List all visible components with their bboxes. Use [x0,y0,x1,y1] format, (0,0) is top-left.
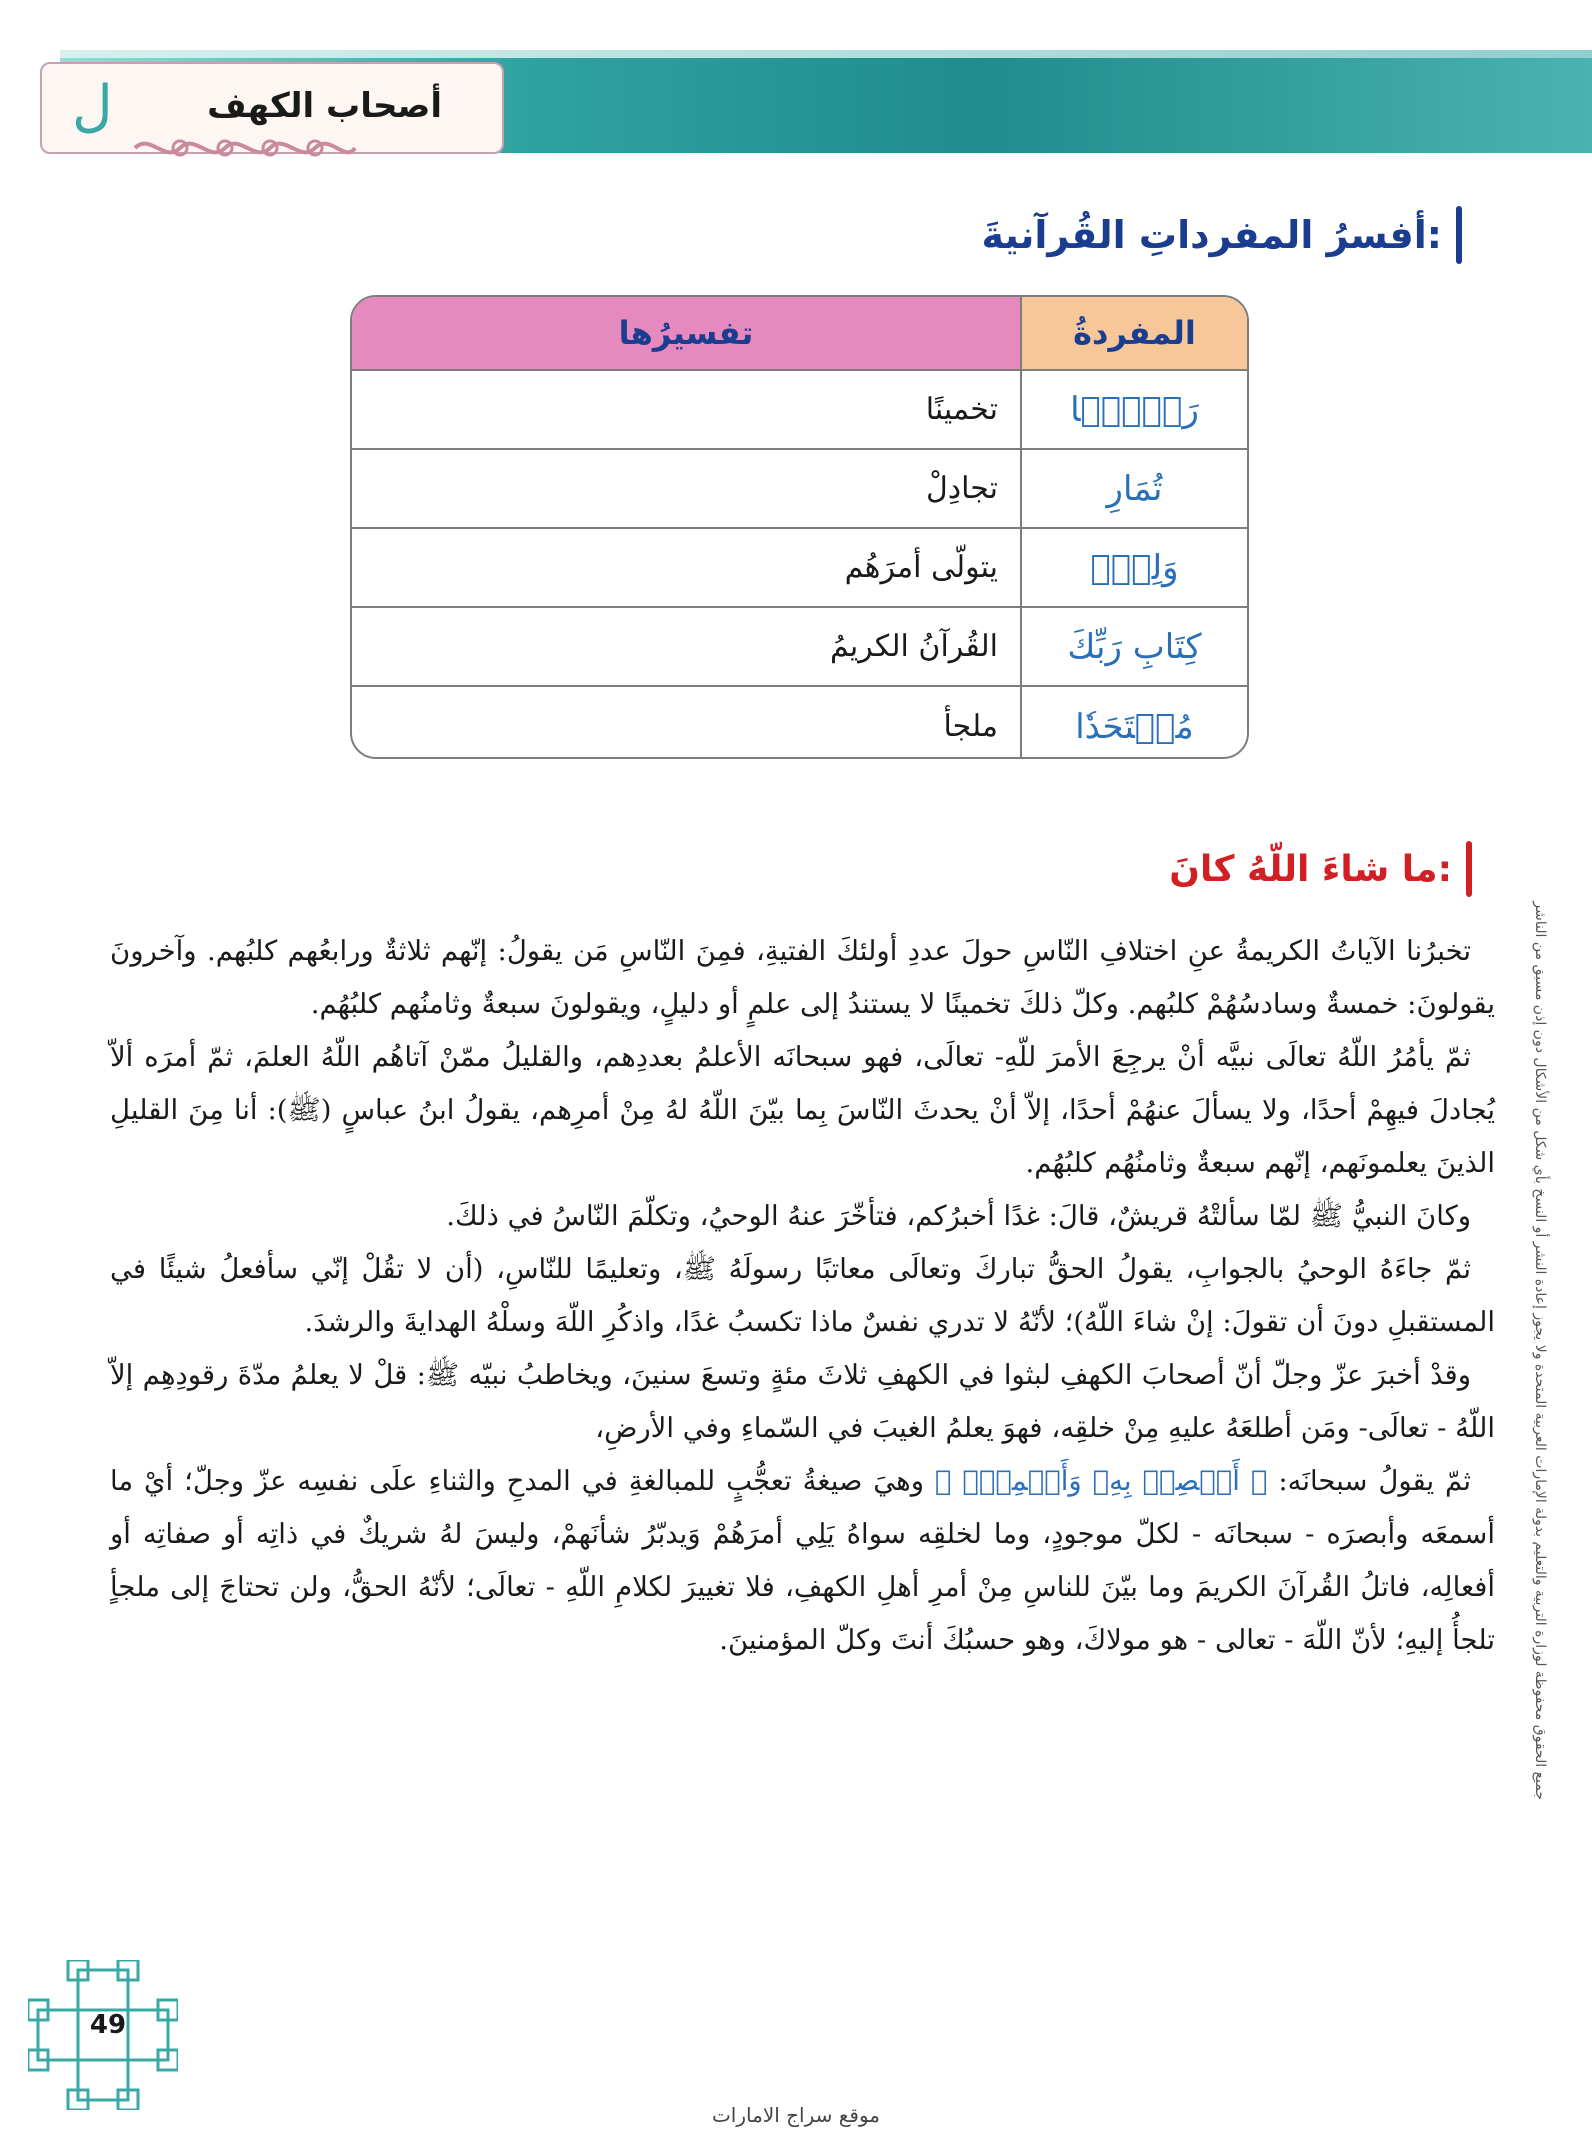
heading-bar [1456,206,1462,264]
definition-cell: ملجأ [352,687,1022,759]
paragraph: تخبرُنا الآياتُ الكريمةُ عنِ اختلافِ النّاسِ حولَ عددِ أولئكَ الفتيةِ، فمِنَ النّاسِ مَن يقولُ: إنّهم ثلاثةٌ ورابعُهم كلبُهم. وآخرونَ يقولونَ: خمسةٌ وسادسُهُمْ كلبُهم. وكلّ ذلكَ تخمينًا لا يستندُ إلى علمٍ أو دليلٍ، ويقولونَ سبعةٌ وثامنُهم كلبُهُم. [110,935,1495,1020]
paragraph-with-quote [110,1455,1495,1667]
definition-cell: تخمينًا [352,371,1022,448]
table-row [352,685,1247,759]
ornament-icon [130,128,360,168]
paragraph: ثمّ جاءَهُ الوحيُ بالجوابِ، يقولُ الحقُّ تباركَ وتعالَى معاتبًا رسولَهُ ﷺ، وتعليمًا للنّاسِ، (أن لا تقُلْ إنّي سأفعلُ شيئًا في المستقبلِ دونَ أن تقولَ: إنْ شاءَ اللّهُ)؛ لأنّهُ لا تدري نفسٌ ماذا تكسبُ غدًا، واذكُرِ اللّهَ وسلْهُ الهدايةَ والرشدَ. [110,1253,1495,1338]
vocab-section-heading [982,205,1462,265]
table-row [352,606,1247,685]
mashallah-section-heading [1169,840,1472,898]
definition-cell: يتولّى أمرَهُم [352,529,1022,606]
definition-cell: تجادِلْ [352,450,1022,527]
vocab-table-header [352,297,1247,369]
mashallah-heading-text: ما شاءَ اللّهُ كانَ: [1169,848,1452,890]
col-definition-header: تفسيرُها [352,297,1022,369]
footer-text: موقع سراج الامارات [711,2103,881,2127]
definition-cell: القُرآنُ الكريمُ [352,608,1022,685]
quran-quote: ﴿ أَبۡصِرۡ بِهِۦ وَأَسۡمِعۡۚ ﴾ [934,1465,1268,1497]
lesson-title: أصحاب الكهف [207,86,442,126]
word-cell: كِتَابِ رَبِّكَ [1067,626,1202,667]
header-stripe [60,50,1592,58]
calligraphy-swirl-icon: ل [72,74,113,139]
vocab-table [350,295,1249,759]
quote-continuation: وهيَ صيغةُ تعجُّبٍ للمبالغةِ في المدحِ والثناءِ علَى نفسِه عزّ وجلّ؛ أيْ ما أسمعَه وأبصرَه - سبحانَه - لكلّ موجودٍ، وما لخلقِه سواهُ يَلِي أمرَهُمْ وَيدبّرُ شأنَهمْ، وليسَ لهُ شريكٌ في ذاتِه أو صفاتِه أو أفعالِه، فاتلُ القُرآنَ الكريمَ وما بيّنَ للناسِ مِنْ أمرِ أهلِ الكهفِ، فلا تغييرَ لكلامِ اللّهِ - تعالَى؛ لأنّهُ الحقُّ، ولن تحتاجَ إلى ملجأٍ تلجأُ إليهِ؛ لأنّ اللّهَ - تعالى - هو مولاكَ، وهو حسبُكَ أنتَ وكلّ المؤمنينَ. [110,1465,1495,1656]
paragraph: وكانَ النبيُّ ﷺ لمّا سألتْهُ قريشٌ، قالَ: غدًا أخبرُكم، فتأخّرَ عنهُ الوحيُ، وتكلّمَ النّاسُ في ذلكَ. [446,1200,1471,1232]
vocab-heading-text: أفسرُ المفرداتِ القُرآنيةَ: [981,213,1442,257]
word-cell: مُلۡتَحَدٗا [1075,706,1194,747]
paragraph: ثمّ يأمُرُ اللّهُ تعالَى نبيَّه أنْ يرجِعَ الأمرَ للّهِ- تعالَى، فهو سبحانَه الأعلمُ بعددِهم، والقليلُ ممّنْ آتاهُم اللّهُ العلمَ، ثمّ أمرَه ألاّ يُجادلَ فيهِمْ أحدًا، ولا يسألَ عنهُمْ أحدًا، إلاّ أنْ يحدثَ النّاسَ بِما بيّنَ اللّهُ لهُ مِنْ أمرِهم، يقولُ ابنُ عباسٍ (ﷺ): أنا مِنَ القليلِ الذينَ يعلمونَهم، إنّهم سبعةٌ وثامنُهُم كلبُهُم. [110,1041,1495,1179]
side-credit: جميع الحقوق محفوظة لوزارة التربية والتعليم بدولة الإمارات العربية المتحدة ولا يجوز إعادة النشر أو النسخ بأي شكل من الأشكال دون إذن مسبق من الناشر [1532,901,1548,1800]
heading-bar [1466,841,1472,897]
word-cell: تُمَارِ [1106,468,1163,509]
table-row [352,527,1247,606]
word-cell: رَجۡمَۢا [1070,389,1199,430]
body-text [110,925,1495,1667]
quote-intro: ثمّ يقولُ سبحانَه: [1278,1465,1472,1497]
paragraph: وقدْ أخبرَ عزّ وجلّ أنّ أصحابَ الكهفِ لبثوا في الكهفِ ثلاثَ مئةٍ وتسعَ سنينَ، ويخاطبُ نبيّه ﷺ: قلْ لا يعلمُ مدّةَ رقودِهِم إلاّ اللّهُ - تعالَى- ومَن أطلعَهُ عليهِ مِنْ خلقِه، فهوَ يعلمُ الغيبَ في السّماءِ وفي الأرضِ، [110,1359,1495,1444]
word-cell: وَلِيّٖ [1090,547,1179,588]
col-word-header: المفردةُ [1022,297,1247,369]
table-row [352,369,1247,448]
table-row [352,448,1247,527]
page-number: 49 [89,2010,127,2040]
